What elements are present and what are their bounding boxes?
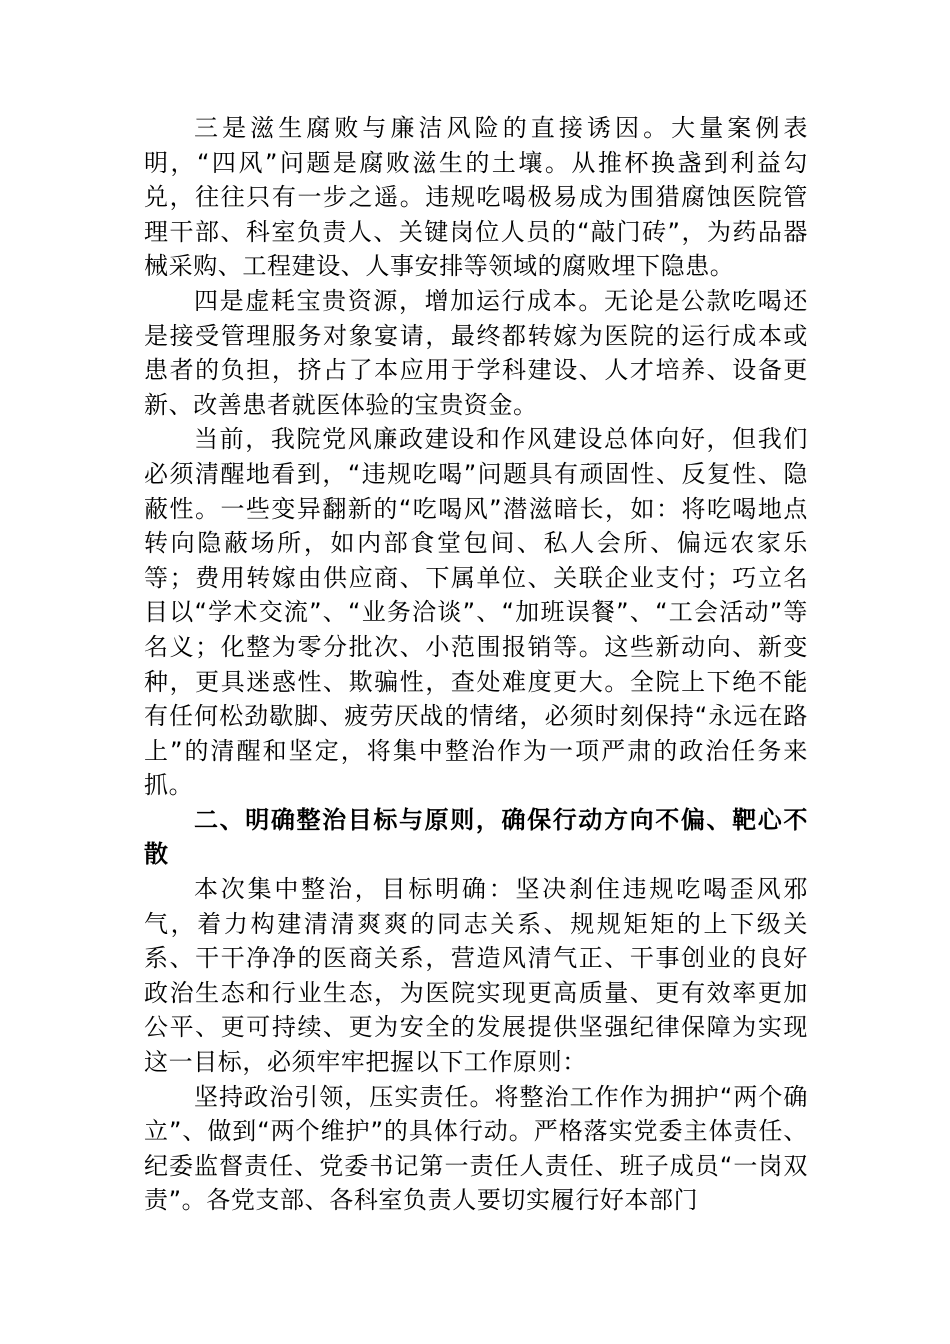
paragraph-current-situation: 当前，我院党风廉政建设和作风建设总体向好，但我们必须清醒地看到，“违规吃喝”问题具有顽固性、反复性、隐蔽性。一些变异翻新的“吃喝风”潜滋暗长，如：将吃喝地点转向隐蔽场所，如内部食堂包间、私人会所、偏远农家乐等；费用转嫁由供应商、下属单位、关联企业支付；巧立名目以“学术交流”、“业务洽谈”、“加班误餐”、“工会活动”等名义；化整为零分批次、小范围报销等。这些新动向、新变种，更具迷惑性、欺骗性，查处难度更大。全院上下绝不能有任何松劲歇脚、疲劳厌战的情绪，必须时刻保持“永远在路上”的清醒和坚定，将集中整治作为一项严肃的政治任务来抓。 <box>144 425 808 800</box>
section-heading-goals: 二、明确整治目标与原则，确保行动方向不偏、靶心不散 <box>144 805 808 869</box>
paragraph-resource-waste: 四是虚耗宝贵资源，增加运行成本。无论是公款吃喝还是接受管理服务对象宴请，最终都转嫁为医院的运行成本或患者的负担，挤占了本应用于学科建设、人才培养、设备更新、改善患者就医体验的宝贵资金。 <box>144 286 808 419</box>
paragraph-goals: 本次集中整治，目标明确：坚决刹住违规吃喝歪风邪气，着力构建清清爽爽的同志关系、规规矩矩的上下级关系、干干净净的医商关系，营造风清气正、干事创业的良好政治生态和行业生态，为医院实现更高质量、更有效率更加公平、更可持续、更为安全的发展提供坚强纪律保障为实现这一目标，必须牢牢把握以下工作原则： <box>144 875 808 1077</box>
paragraph-corruption-risk: 三是滋生腐败与廉洁风险的直接诱因。大量案例表明，“四风”问题是腐败滋生的土壤。从推杯换盏到利益勾兑，往往只有一步之遥。违规吃喝极易成为围猎腐蚀医院管理干部、科室负责人、关键岗位人员的“敲门砖”，为药品器械采购、工程建设、人事安排等领域的腐败埋下隐患。 <box>144 114 808 281</box>
document-body <box>144 111 808 1218</box>
paragraph-principle-political: 坚持政治引领，压实责任。将整治工作作为拥护“两个确立”、做到“两个维护”的具体行动。严格落实党委主体责任、纪委监督责任、党委书记第一责任人责任、班子成员“一岗双责”。各党支部、各科室负责人要切实履行好本部门 <box>144 1082 808 1215</box>
